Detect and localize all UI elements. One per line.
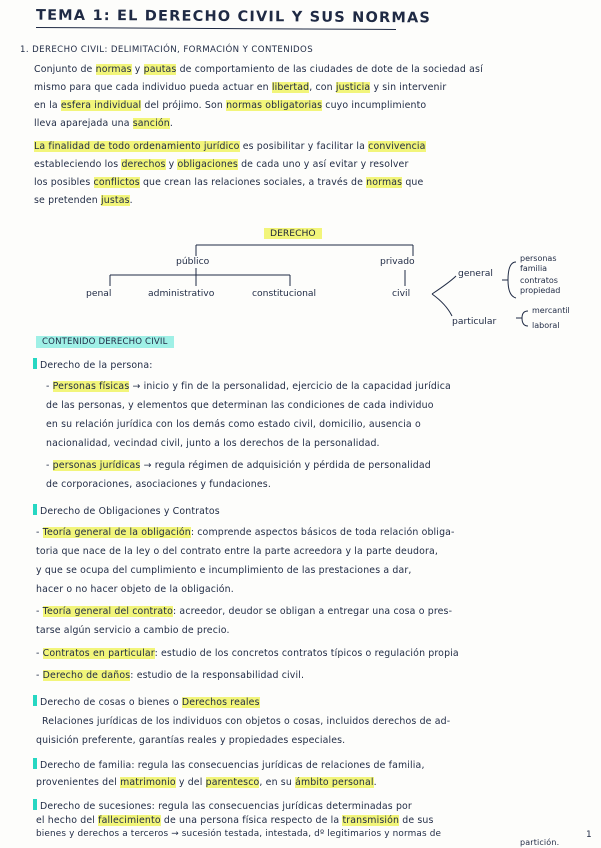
bullet-marker: [33, 695, 37, 706]
paragraph-line: de corporaciones, asociaciones y fundaciones.: [46, 479, 271, 490]
paragraph-line: quisición preferente, garantías reales y propiedades especiales.: [36, 735, 346, 746]
bullet-marker: [33, 758, 37, 769]
paragraph-line: provenientes del matrimonio y del parentesco, en su ámbito personal.: [36, 777, 377, 788]
paragraph-line: toria que nace de la ley o del contrato entre la parte acreedora y la parte deudora,: [36, 546, 439, 557]
paragraph-line: - Derecho de daños: estudio de la responsabilidad civil.: [36, 670, 305, 681]
obligaciones-title: Derecho de Obligaciones y Contratos: [33, 504, 220, 517]
tree-general-item: propiedad: [520, 286, 561, 295]
tree-administrativo: administrativo: [148, 288, 215, 299]
paragraph-line: - Personas físicas → inicio y fin de la personalidad, ejercicio de la capacidad jurídica: [46, 381, 451, 392]
paragraph-line: de las personas, y elementos que determinan las condiciones de cada individuo: [46, 400, 434, 411]
tree-general: general: [458, 268, 493, 279]
paragraph-line: lleva aparejada una sanción.: [34, 118, 173, 129]
tree-general-item: contratos: [520, 276, 558, 285]
contenido-heading: CONTENIDO DERECHO CIVIL: [36, 336, 174, 348]
tree-particular-item: mercantil: [532, 306, 570, 315]
paragraph-line: - personas jurídicas → regula régimen de adquisición y pérdida de personalidad: [46, 460, 431, 471]
bullet-marker: [33, 358, 37, 369]
paragraph-line: Conjunto de normas y pautas de comportamiento de las ciudades de dote de la sociedad así: [34, 64, 483, 75]
paragraph-line: en su relación jurídica con los demás como estado civil, domicilio, ausencia o: [46, 419, 421, 430]
paragraph-line: - Contratos en particular: estudio de los concretos contratos típicos o regulación propia: [36, 648, 459, 659]
paragraph-line: nacionalidad, vecindad civil, junto a los derechos de la personalidad.: [46, 438, 380, 449]
paragraph-line: se pretenden justas.: [34, 195, 133, 206]
paragraph-line: estableciendo los derechos y obligaciones de cada uno y así evitar y resolver: [34, 159, 409, 170]
familia-line: Derecho de familia: regula las consecuencias jurídicas de relaciones de familia,: [33, 758, 425, 771]
paragraph-line: - Teoría general de la obligación: comprende aspectos básicos de toda relación obliga-: [36, 527, 455, 538]
tree-penal: penal: [86, 288, 112, 299]
paragraph-line: - Teoría general del contrato: acreedor, deudor se obligan a entregar una cosa o pres-: [36, 606, 453, 617]
paragraph-line: y que se ocupa del cumplimiento e incumplimiento de las prestaciones a dar,: [36, 565, 412, 576]
cosas-title: Derecho de cosas o bienes o Derechos reales: [33, 695, 260, 708]
paragraph-line: partición.: [520, 838, 560, 847]
paragraph-line: tarse algún servicio a cambio de precio.: [36, 625, 230, 636]
tree-particular: particular: [452, 316, 497, 327]
tree-civil: civil: [392, 288, 411, 299]
paragraph-line: mismo para que cada individuo pueda actuar en libertad, con justicia y sin intervenir: [34, 82, 447, 93]
page-number: 1: [586, 830, 592, 840]
paragraph-line: en la esfera individual del prójimo. Son normas obligatorias cuyo incumplimiento: [34, 100, 427, 111]
bullet-marker: [33, 799, 37, 810]
tree-general-item: personas: [520, 254, 557, 263]
tree-particular-item: laboral: [532, 321, 560, 330]
paragraph-line: Relaciones jurídicas de los individuos con objetos o cosas, incluidos derechos de ad-: [42, 716, 451, 727]
paragraph-line: los posibles conflictos que crean las relaciones sociales, a través de normas que: [34, 177, 424, 188]
paragraph-line: La finalidad de todo ordenamiento jurídico es posibilitar y facilitar la convivencia: [34, 141, 426, 152]
tree-publico: público: [176, 256, 210, 267]
bullet-marker: [33, 504, 37, 515]
paragraph-line: el hecho del fallecimiento de una persona física respecto de la transmisión de sus: [36, 815, 434, 826]
paragraph-line: bienes y derechos a terceros → sucesión testada, intestada, dº legitimarios y normas de: [36, 829, 442, 839]
paragraph-line: hacer o no hacer objeto de la obligación.: [36, 584, 234, 595]
tree-general-item: familia: [520, 264, 548, 273]
section-heading: 1. DERECHO CIVIL: DELIMITACIÓN, FORMACIÓN Y CONTENIDOS: [20, 45, 314, 55]
persona-title: Derecho de la persona:: [33, 358, 153, 371]
tree-constitucional: constitucional: [252, 288, 317, 299]
tree-privado: privado: [380, 256, 415, 267]
page-title: TEMA 1: EL DERECHO CIVIL Y SUS NORMAS: [35, 7, 432, 27]
tree-root: DERECHO: [264, 228, 322, 239]
sucesiones-line: Derecho de sucesiones: regula las consecuencias jurídicas determinadas por: [33, 799, 412, 812]
